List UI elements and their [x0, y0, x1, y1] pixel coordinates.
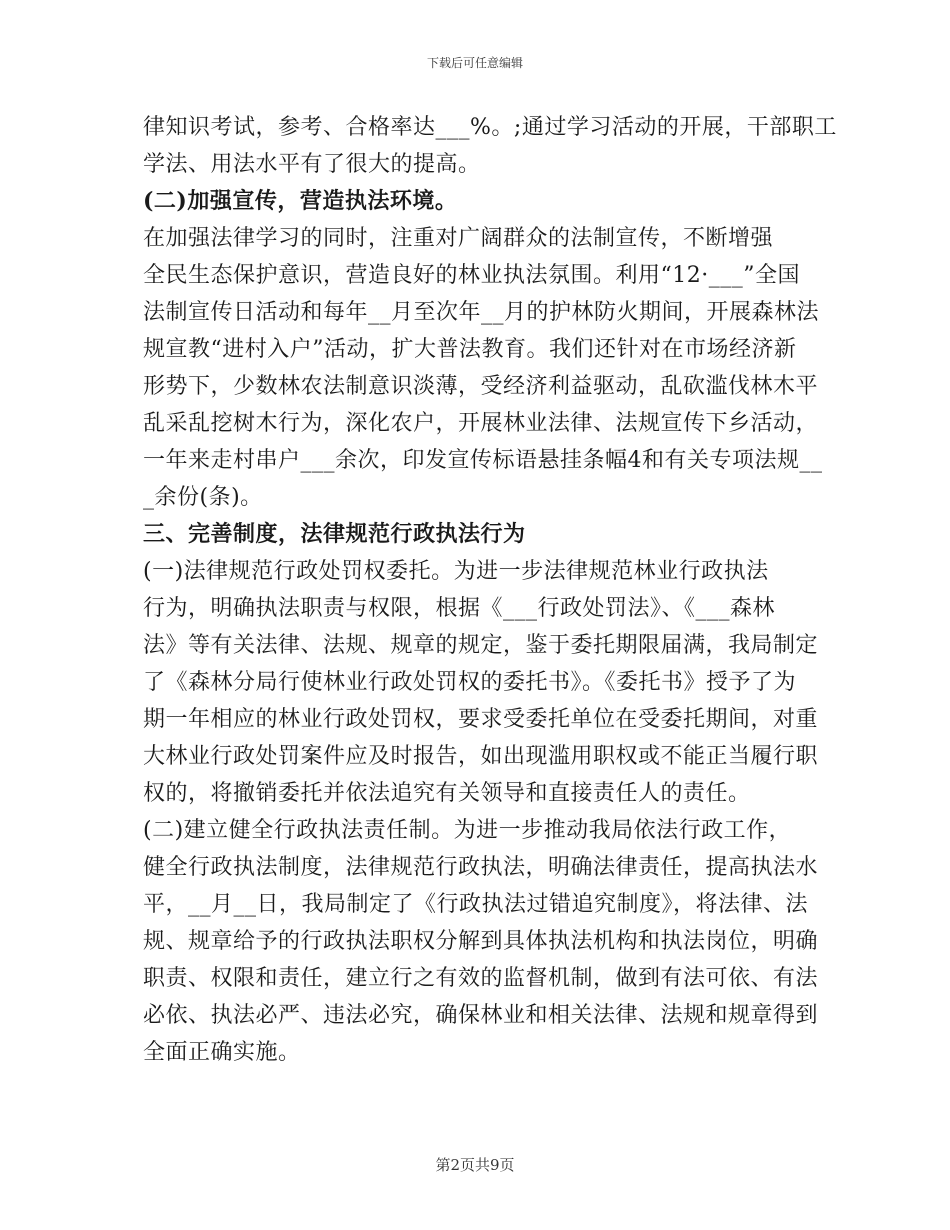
paragraph-line: 一年来走村串户___余次，印发宣传标语悬挂条幅4和有关专项法规__ — [143, 448, 823, 473]
paragraph-line: (二)建立健全行政执法责任制。为进一步推动我局依法行政工作， — [143, 818, 792, 843]
paragraph-line: (一)法律规范行政处罚权委托。为进一步法律规范林业行政执法 — [143, 559, 769, 584]
paragraph-line: 必依、执法必严、违法必究，确保林业和相关法律、法规和规章得到 — [143, 1003, 819, 1028]
paragraph-line: 了《森林分局行使林业行政处罚权的委托书》。《委托书》授予了为 — [143, 670, 797, 695]
page-header: 下载后可任意编辑 — [426, 56, 523, 70]
paragraph-line: 规、规章给予的行政执法职权分解到具体执法机构和执法岗位，明确 — [143, 929, 819, 954]
paragraph-line: 学法、用法水平有了很大的提高。 — [143, 152, 481, 177]
section-heading-line: (二)加强宣传，营造执法环境。 — [143, 188, 458, 214]
paragraph-line: 全民生态保护意识，营造良好的林业执法氛围。利用“12·___”全国 — [143, 263, 800, 288]
page-footer: 第2页共9页 — [435, 1156, 515, 1174]
paragraph-line: 形势下，少数林农法制意识淡薄，受经济利益驱动，乱砍滥伐林木平 — [143, 374, 819, 399]
paragraph-line: 律知识考试，参考、合格率达___%。;通过学习活动的开展，干部职工 — [143, 115, 837, 140]
paragraph-line: 在加强法律学习的同时，注重对广阔群众的法制宣传，不断增强 — [143, 226, 774, 251]
section-heading-line: 三、完善制度，法律规范行政执法行为 — [143, 521, 526, 547]
paragraph-line: 健全行政执法制度，法律规范行政执法，明确法律责任，提高执法水 — [143, 855, 819, 880]
paragraph-line: 法制宣传日活动和每年__月至次年__月的护林防火期间，开展森林法 — [143, 300, 820, 325]
paragraph-line: 权的，将撤销委托并依法追究有关领导和直接责任人的责任。 — [143, 781, 751, 806]
paragraph-line: 职责、权限和责任，建立行之有效的监督机制，做到有法可依、有法 — [143, 966, 819, 991]
paragraph-line: 全面正确实施。 — [143, 1040, 301, 1065]
paragraph-line: 大林业行政处罚案件应及时报告，如出现滥用职权或不能正当履行职 — [143, 744, 819, 769]
paragraph-line: 规宣教“进村入户”活动，扩大普法教育。我们还针对在市场经济新 — [143, 337, 797, 362]
document-body — [143, 109, 837, 1071]
paragraph-line: 乱采乱挖树木行为，深化农户，开展林业法律、法规宣传下乡活动， — [143, 411, 819, 436]
paragraph-line: 法》等有关法律、法规、规章的规定，鉴于委托期限届满，我局制定 — [143, 633, 819, 658]
paragraph-line: 期一年相应的林业行政处罚权，要求受委托单位在受委托期间，对重 — [143, 707, 819, 732]
paragraph-line: 平，__月__日，我局制定了《行政执法过错追究制度》，将法律、法 — [143, 892, 809, 917]
paragraph-line: 行为，明确执法职责与权限，根据《___行政处罚法》、《___森林 — [143, 596, 776, 621]
paragraph-line: _余份(条)。 — [143, 485, 263, 510]
